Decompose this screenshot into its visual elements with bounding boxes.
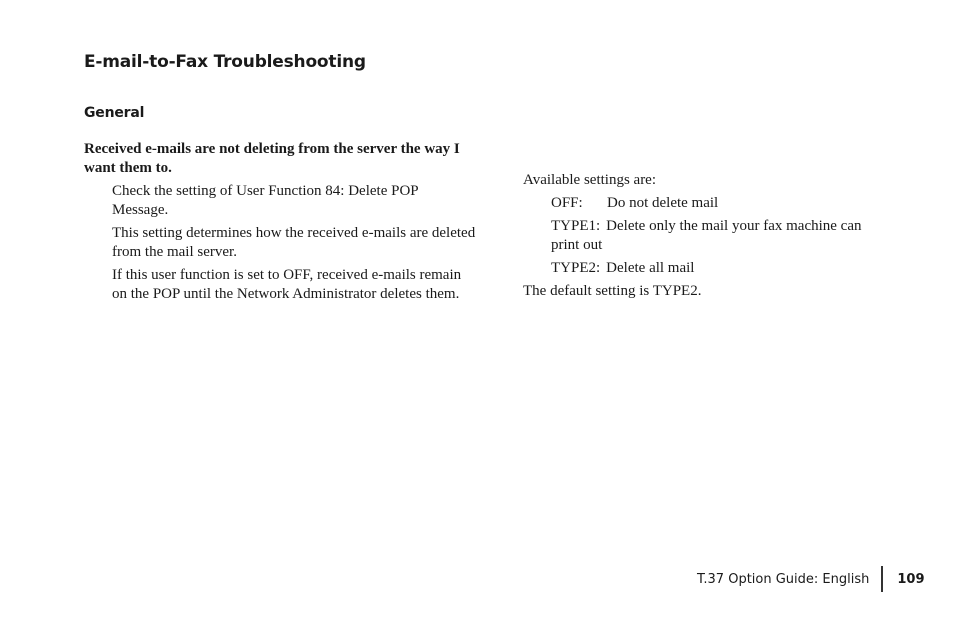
default-setting-note: The default setting is TYPE2. xyxy=(523,283,702,299)
section-heading: E-mail-to-Fax Troubleshooting xyxy=(84,52,366,72)
answer-paragraph-3: If this user function is set to OFF, received e-mails remain on the POP until the Network Administrator deletes them. xyxy=(112,267,462,302)
option-key: TYPE1: xyxy=(551,218,601,234)
page-footer xyxy=(697,566,925,592)
option-text: Delete all mail xyxy=(606,260,695,276)
question-text: Received e-mails are not deleting from the server the way I want them to. xyxy=(84,141,460,176)
guide-title: T.37 Option Guide: English xyxy=(697,571,870,587)
option-text: Do not delete mail xyxy=(607,195,719,211)
option-key: OFF: xyxy=(551,195,583,211)
option-off xyxy=(551,194,891,213)
page-number: 109 xyxy=(897,571,925,587)
settings-intro: Available settings are: xyxy=(523,172,657,188)
left-column xyxy=(84,140,484,308)
option-type2 xyxy=(551,259,891,278)
answer-paragraph-1: Check the setting of User Function 84: Delete POP Message. xyxy=(112,183,419,218)
subsection-heading: General xyxy=(84,105,145,121)
right-column xyxy=(523,171,893,305)
footer-divider xyxy=(881,566,883,592)
answer-paragraph-2: This setting determines how the received e-mails are deleted from the mail server. xyxy=(112,225,476,260)
option-key: TYPE2: xyxy=(551,260,601,276)
option-text: Delete only the mail your fax machine can print out xyxy=(551,218,862,253)
option-type1 xyxy=(551,217,891,255)
